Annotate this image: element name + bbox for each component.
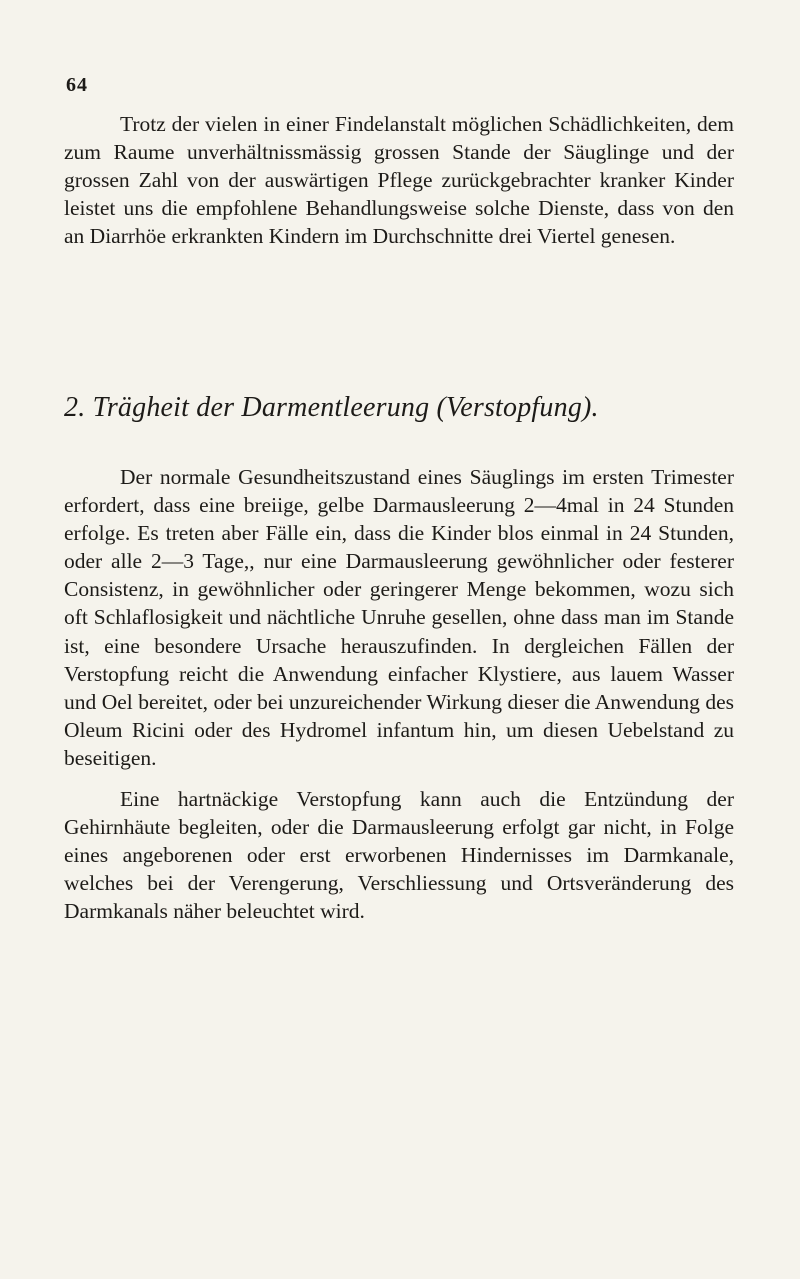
section-text-block xyxy=(64,463,734,926)
section-paragraph-1: Der normale Gesundheitszustand eines Säuglings im ersten Trimester erfordert, dass eine breiige, gelbe Darmausleerung 2—4mal in 24 Stunden erfolge. Es treten aber Fälle ein, dass die Kinder blos einmal in 24 Stunden, oder alle 2—3 Tage,, nur eine Darmausleerung gewöhnlicher oder festerer Consistenz, in gewöhnlicher oder geringerer Menge bekommen, wozu sich oft Schlaflosigkeit und nächtliche Unruhe gesellen, ohne dass man im Stande ist, eine besondere Ursache herauszufinden. In dergleichen Fällen der Verstopfung reicht die Anwendung einfacher Klystiere, aus lauem Wasser und Oel bereitet, oder bei unzureichender Wirkung dieser die Anwendung des Oleum Ricini oder des Hydromel infantum hin, um diesen Uebelstand zu beseitigen. xyxy=(64,465,734,770)
section-heading: 2. Trägheit der Darmentleerung (Verstopfung). xyxy=(64,392,599,423)
intro-text-block xyxy=(64,110,734,250)
intro-paragraph: Trotz der vielen in einer Findelanstalt möglichen Schädlichkeiten, dem zum Raume unverhältnissmässig grossen Stande der Säuglinge und der grossen Zahl von der auswärtigen Pflege zurückgebrachter kranker Kinder leistet uns die empfohlene Behandlungsweise solche Dienste, dass von den an Diarrhöe erkrankten Kindern im Durchschnitte drei Viertel genesen. xyxy=(64,112,734,249)
page-number: 64 xyxy=(66,74,88,96)
section-paragraph-2: Eine hartnäckige Verstopfung kann auch die Entzündung der Gehirnhäute begleiten, oder die Darmausleerung erfolgt gar nicht, in Folge eines angeborenen oder erst erworbenen Hindernisses im Darmkanale, welches bei der Verengerung, Verschliessung und Ortsveränderung des Darmkanals näher beleuchtet wird. xyxy=(64,787,734,924)
